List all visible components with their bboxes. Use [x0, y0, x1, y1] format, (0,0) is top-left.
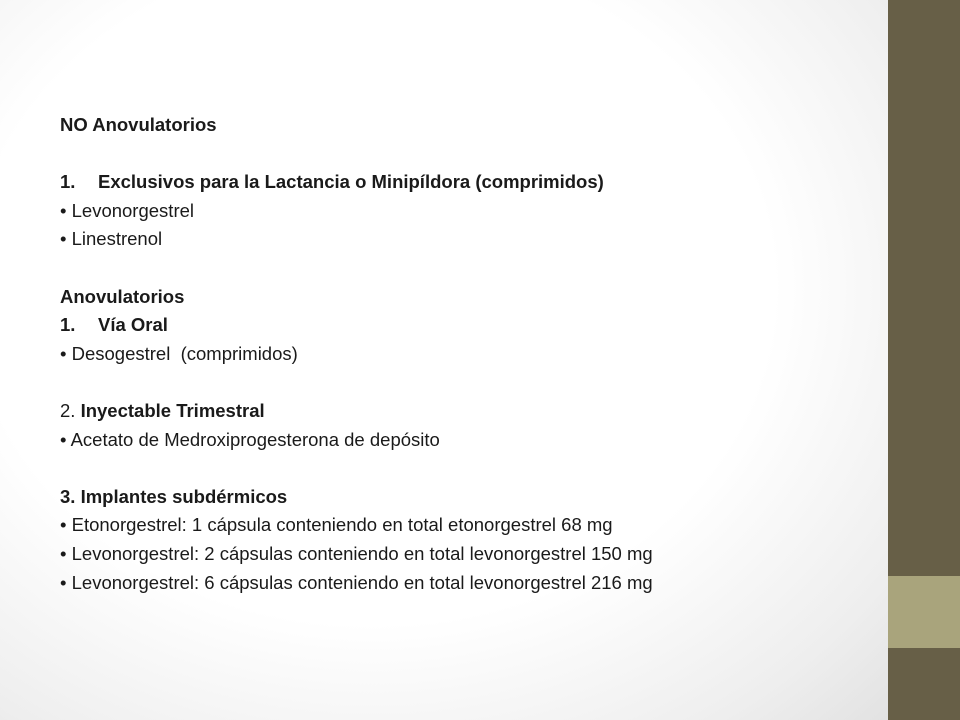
side-band-top — [888, 0, 960, 576]
spacer — [60, 254, 870, 283]
spacer — [60, 454, 870, 483]
list-item-via-oral — [60, 311, 870, 340]
list-item-title: Exclusivos para la Lactancia o Minipíldora (comprimidos) — [98, 171, 604, 193]
side-band-bottom — [888, 648, 960, 720]
side-band-accent — [888, 576, 960, 648]
bullet-item: • Levonorgestrel: 2 cápsulas conteniendo en total levonorgestrel 150 mg — [60, 542, 653, 564]
bullet-item: • Levonorgestrel: 6 cápsulas conteniendo en total levonorgestrel 216 mg — [60, 571, 653, 593]
list-number: 1. — [60, 314, 76, 336]
bullet-item: • Desogestrel (comprimidos) — [60, 342, 298, 364]
list-item-exclusivos — [60, 168, 870, 197]
bullet-item: • Linestrenol — [60, 228, 163, 250]
list-item-title: Inyectable Trimestral — [75, 399, 265, 421]
list-number: 1. — [60, 171, 76, 193]
bullet-item: • Etonorgestrel: 1 cápsula conteniendo en total etonorgestrel 68 mg — [60, 514, 613, 536]
spacer — [60, 368, 870, 397]
bullet-item: • Levonorgestrel — [60, 199, 194, 221]
bullet-item: • Acetato de Medroxiprogesterona de depósito — [60, 428, 440, 450]
slide-content — [60, 111, 870, 597]
list-number-dot: . — [70, 399, 76, 421]
heading-anovulatorios: Anovulatorios — [60, 285, 185, 307]
list-item-inyectable — [60, 397, 870, 426]
list-number: 2 — [60, 399, 71, 421]
list-item-implantes: 3. Implantes subdérmicos — [60, 485, 288, 507]
list-item-title: Vía Oral — [98, 314, 168, 336]
spacer — [60, 140, 870, 169]
heading-no-anovulatorios: NO Anovulatorios — [60, 114, 217, 135]
